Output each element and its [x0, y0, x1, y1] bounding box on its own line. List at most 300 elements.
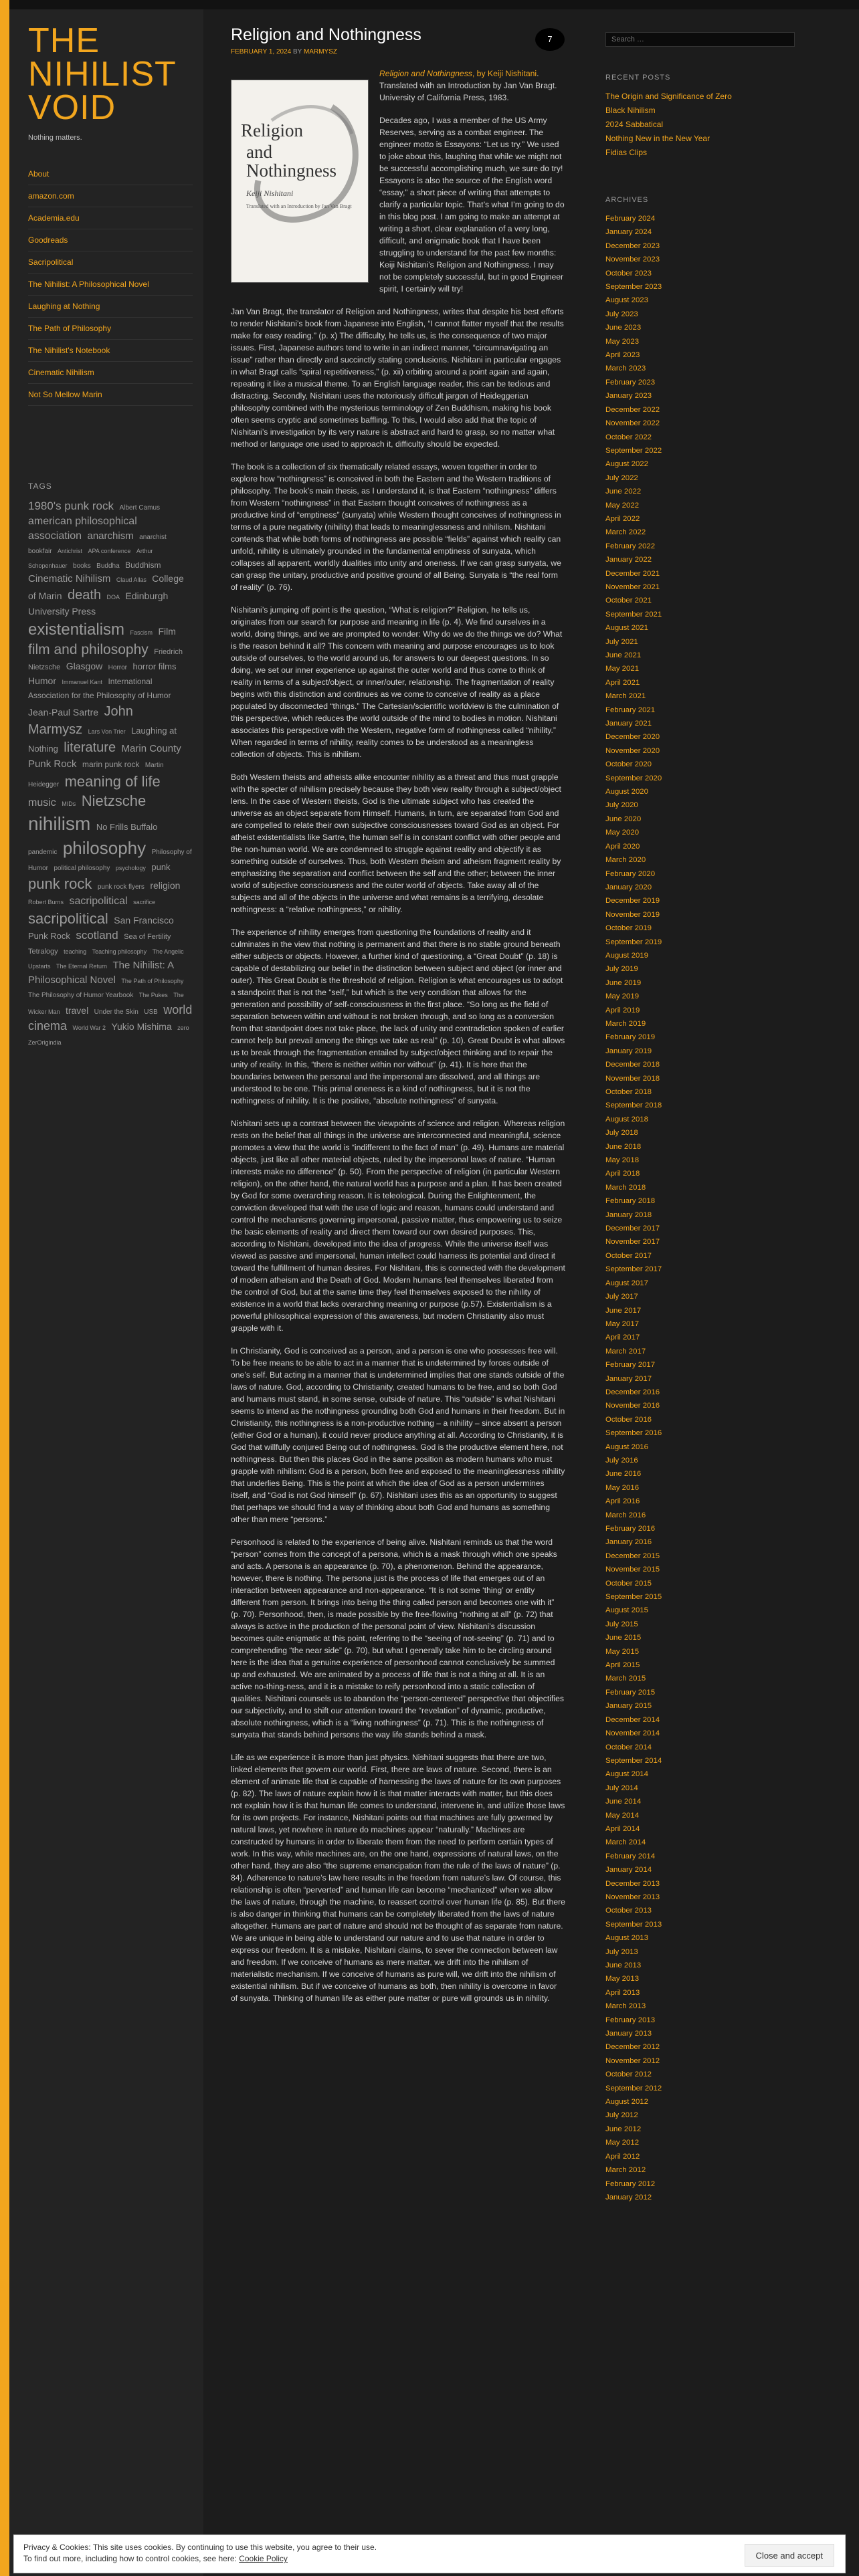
tag-link[interactable]: The Nihilist: A Philosophical Novel	[28, 959, 174, 986]
archive-link[interactable]: January 2021	[605, 720, 652, 728]
archive-link[interactable]: December 2018	[605, 1061, 660, 1069]
archive-item	[605, 1918, 796, 1931]
post-content	[231, 68, 565, 2004]
archive-link[interactable]: January 2015	[605, 1702, 652, 1711]
tag-link[interactable]: Punk Rock	[28, 758, 77, 770]
archive-link[interactable]: May 2013	[605, 1975, 640, 1983]
archive-item	[605, 1481, 796, 1495]
archive-link[interactable]: October 2018	[605, 1088, 652, 1096]
archive-link[interactable]: February 2024	[605, 215, 656, 223]
archive-link[interactable]: March 2022	[605, 528, 646, 537]
archive-link[interactable]: October 2016	[605, 1415, 652, 1424]
menu-item	[28, 384, 193, 406]
archive-item	[605, 362, 796, 375]
tag-link[interactable]: International Association for the Philosophy of Humor	[28, 676, 171, 701]
archive-link[interactable]: May 2016	[605, 1483, 640, 1492]
archive-link[interactable]: February 2018	[605, 1197, 656, 1206]
archive-link[interactable]: August 2013	[605, 1934, 648, 1943]
archive-link[interactable]: July 2017	[605, 1293, 638, 1301]
archive-link[interactable]: February 2012	[605, 2179, 656, 2188]
menu-item	[28, 296, 193, 318]
archive-link[interactable]: April 2013	[605, 1988, 640, 1997]
archive-link[interactable]: March 2019	[605, 1019, 646, 1028]
recent-post-link[interactable]: The Origin and Significance of Zero	[605, 92, 732, 101]
archive-link[interactable]: December 2019	[605, 897, 660, 905]
archive-link[interactable]: November 2018	[605, 1074, 660, 1083]
archive-link[interactable]: July 2015	[605, 1620, 638, 1628]
search-input[interactable]	[605, 32, 795, 47]
tag-link[interactable]: Robert Burns	[28, 899, 64, 906]
archive-item	[605, 457, 796, 471]
archive-link[interactable]: May 2021	[605, 665, 640, 673]
tag-link[interactable]: Punk Rock	[28, 931, 70, 942]
tag-link[interactable]: psychology	[115, 864, 146, 871]
archive-link[interactable]: October 2020	[605, 760, 652, 769]
site-title[interactable]: THE NIHILIST VOID	[28, 21, 176, 127]
archive-link[interactable]: April 2023	[605, 351, 640, 360]
archive-item	[605, 2014, 796, 2027]
archive-link[interactable]: May 2022	[605, 501, 640, 510]
archive-link[interactable]: March 2018	[605, 1183, 646, 1192]
archive-item	[605, 1317, 796, 1331]
tag-link[interactable]: death	[68, 587, 102, 603]
tag-link[interactable]: music	[28, 797, 56, 809]
archive-link[interactable]: June 2018	[605, 1142, 642, 1151]
archive-link[interactable]: March 2012	[605, 2166, 646, 2175]
archive-link[interactable]: October 2013	[605, 1907, 652, 1915]
tag-link[interactable]: Glasgow	[66, 661, 103, 672]
archive-link[interactable]: April 2021	[605, 678, 640, 687]
archive-link[interactable]: September 2023	[605, 283, 662, 292]
archive-link[interactable]: January 2020	[605, 883, 652, 891]
menu-item	[28, 340, 193, 362]
book-title-link[interactable]: Religion and Nothingness	[379, 69, 472, 78]
archive-link[interactable]: February 2017	[605, 1361, 656, 1370]
tag-link[interactable]: philosophy	[62, 837, 147, 858]
tag-link[interactable]: meaning of life	[64, 772, 161, 790]
archive-link[interactable]: May 2019	[605, 992, 640, 1001]
archive-link[interactable]: November 2016	[605, 1402, 660, 1410]
tag-link[interactable]: ZerOrigindia	[28, 1039, 62, 1046]
tag-link[interactable]: Friedrich Nietzsche	[28, 647, 183, 672]
menu-link[interactable]: The Path of Philosophy	[28, 324, 112, 333]
archive-link[interactable]: September 2021	[605, 610, 662, 619]
archive-link[interactable]: November 2012	[605, 2056, 660, 2065]
archive-link[interactable]: September 2015	[605, 1593, 662, 1602]
archive-link[interactable]: December 2014	[605, 1715, 660, 1724]
archive-link[interactable]: October 2019	[605, 924, 652, 933]
archive-link[interactable]: July 2014	[605, 1784, 638, 1792]
archive-link[interactable]: February 2021	[605, 706, 656, 714]
post-title[interactable]: Religion and Nothingness	[231, 25, 421, 44]
menu-link[interactable]: Not So Mellow Marin	[28, 390, 102, 399]
tag-link[interactable]: Antichrist	[58, 548, 83, 555]
menu-link[interactable]: Goodreads	[28, 235, 68, 245]
archive-link[interactable]: May 2023	[605, 337, 640, 346]
archive-link[interactable]: January 2012	[605, 2193, 652, 2202]
post-paragraph: Both Western theists and atheists alike encounter nihility as a threat and thus must grapple with the specter of nihilism precisely because they both view reality through a subject/object lens. In the case of Western theists, God is the ultimate subject who has created the universe as an object separate from Himself. Humans, in turn, are separated from God and are compelled to relate their own subjective consciousnesses toward God as an object. For atheist existentialists like Sartre, the human self is in constant conflict with other people and the non-human world. We are condemned to struggle against reality and objectify it as something outside of ourselves. Thus, both Western theism and atheism fragment reality by emphasizing the separation and conflict between the self and the other; between the inner world of subjective consciousness and the outer world of objects. Take away all of the subjects and all of the objects in the universe and what remains is a terrifying, desolate nothingness: a “relative nothingness,” or nihility.	[231, 772, 561, 914]
archive-link[interactable]: January 2013	[605, 2030, 652, 2038]
archive-item	[605, 403, 796, 417]
archive-link[interactable]: September 2018	[605, 1101, 662, 1110]
archive-item	[605, 540, 796, 553]
tag-link[interactable]: Philosophy of Humor	[28, 848, 192, 872]
tag-link[interactable]: Buddhism	[125, 560, 161, 570]
tag-link[interactable]: Under the Skin	[94, 1008, 138, 1016]
tag-link[interactable]: punk	[151, 861, 171, 872]
archive-link[interactable]: February 2020	[605, 869, 656, 878]
tag-link[interactable]: Yukio Mishima	[111, 1021, 172, 1033]
tag-link[interactable]: pandemic	[28, 848, 58, 856]
tag-link[interactable]: books	[73, 562, 91, 570]
archive-link[interactable]: May 2015	[605, 1647, 640, 1656]
archive-link[interactable]: August 2022	[605, 460, 648, 469]
archive-link[interactable]: November 2013	[605, 1893, 660, 1901]
archive-link[interactable]: September 2017	[605, 1265, 662, 1274]
tag-link[interactable]: sacripolitical	[28, 909, 108, 927]
tag-link[interactable]: The Pukes	[138, 992, 168, 999]
tag-link[interactable]: Claud Allas	[116, 576, 147, 584]
tag-link[interactable]: The Philosophy of Humor Yearbook	[28, 992, 134, 1000]
tag-link[interactable]: Lars Von Trier	[88, 728, 126, 736]
archive-link[interactable]: February 2016	[605, 1525, 656, 1533]
tag-link[interactable]: Arthur Schopenhauer	[28, 548, 153, 569]
tag-link[interactable]: Fascism	[130, 629, 153, 636]
tags-heading: TAGS	[28, 481, 52, 491]
tag-link[interactable]: film and philosophy	[28, 641, 149, 657]
archive-link[interactable]: July 2021	[605, 637, 638, 646]
archive-item	[605, 1972, 796, 1985]
archive-item	[605, 2095, 796, 2109]
tag-link[interactable]: Laughing at Nothing	[28, 726, 177, 754]
tag-link[interactable]: literature	[64, 740, 116, 756]
archive-item	[605, 758, 796, 771]
tag-link[interactable]: DOA	[106, 593, 120, 601]
tag-link[interactable]: zero	[177, 1025, 189, 1032]
tag-link[interactable]: punk rock	[28, 875, 92, 893]
archive-link[interactable]: July 2018	[605, 1129, 638, 1138]
archive-link[interactable]: December 2015	[605, 1551, 660, 1560]
archive-link[interactable]: April 2019	[605, 1006, 640, 1014]
archive-link[interactable]: August 2012	[605, 2098, 648, 2107]
archive-link[interactable]: November 2023	[605, 255, 660, 264]
book-cover-title-3: Nothingness	[246, 160, 337, 181]
tag-link[interactable]: existentialism	[28, 620, 125, 639]
archive-link[interactable]: August 2016	[605, 1442, 648, 1451]
archive-link[interactable]: April 2015	[605, 1661, 640, 1670]
tag-link[interactable]: Horror	[108, 664, 128, 672]
archive-link[interactable]: September 2020	[605, 774, 662, 782]
archive-link[interactable]: November 2017	[605, 1238, 660, 1247]
archive-link[interactable]: August 2023	[605, 296, 648, 305]
archive-link[interactable]: October 2017	[605, 1251, 652, 1260]
archive-item	[605, 1440, 796, 1454]
tag-link[interactable]: travel	[65, 1004, 89, 1016]
tag-link[interactable]: american philosophical association	[28, 515, 137, 542]
tag-link[interactable]: punk rock flyers	[97, 883, 145, 891]
archive-link[interactable]: October 2021	[605, 597, 652, 605]
post-paragraph: Nishitani’s jumping off point is the question, “What is religion?” Religion, he tells us, originates from our search for purpose and meaning in life (p. 4). We find ourselves in a world, doing things, and we are prompted to wonder: Why do we do the things we do? What is the reason behind it all? This concern with meaning and purpose encourages us to look outside of ourselves, to the world around us, for answers to our deepest questions. In so doing, we set our inner experience up against the outer world and thus come to think of reality in terms of a subject/object, or inner/outer, relationship. The fragmentation of reality begins with this distinction and continues as we come to conceive of reality as a place populated by disconnected “things.” The Cartesian/scientific worldview is the culmination of this perspective, which reduces the world outside of the mind to bodies in motion. Nishitani associates this perspective with the Western, negative form of nothingness called “nihility.” When regarded in terms of nihility, reality comes to be understood as a meaningless collection of objects. This is nihilism.	[231, 605, 563, 759]
archive-item	[605, 1085, 796, 1099]
tag-link[interactable]: Sea of Fertility Tetralogy	[28, 933, 171, 956]
tag-link[interactable]: Jean-Paul Sartre	[28, 707, 99, 718]
archive-link[interactable]: February 2015	[605, 1688, 656, 1697]
archive-link[interactable]: November 2020	[605, 746, 660, 755]
menu-link[interactable]: amazon.com	[28, 191, 74, 201]
tag-link[interactable]: anarchism	[87, 530, 134, 542]
archive-link[interactable]: June 2017	[605, 1306, 642, 1315]
tag-link[interactable]: 1980's punk rock	[28, 500, 114, 512]
archive-link[interactable]: June 2016	[605, 1470, 642, 1479]
archive-link[interactable]: June 2014	[605, 1798, 642, 1806]
archive-link[interactable]: December 2012	[605, 2043, 660, 2052]
archive-link[interactable]: August 2014	[605, 1770, 648, 1779]
tag-link[interactable]: San Francisco	[114, 914, 174, 926]
archive-item	[605, 348, 796, 362]
archive-link[interactable]: March 2014	[605, 1838, 646, 1847]
book-cover-title-1: Religion	[241, 120, 303, 140]
archive-link[interactable]: March 2015	[605, 1675, 646, 1683]
tag-link[interactable]: Teaching philosophy	[92, 948, 147, 956]
tag-link[interactable]: Albert Camus	[119, 504, 161, 512]
book-author-link[interactable]: , by Keiji Nishitani	[472, 69, 537, 78]
archive-item	[605, 853, 796, 867]
archive-link[interactable]: February 2013	[605, 2016, 656, 2024]
archive-link[interactable]: April 2014	[605, 1824, 640, 1833]
archive-item	[605, 1017, 796, 1031]
archive-item	[605, 1358, 796, 1372]
archive-link[interactable]: September 2012	[605, 2084, 662, 2092]
archive-link[interactable]: August 2015	[605, 1606, 648, 1615]
archive-link[interactable]: April 2018	[605, 1170, 640, 1178]
recent-post-link[interactable]: Nothing New in the New Year	[605, 134, 710, 143]
tag-link[interactable]: religion	[150, 880, 181, 891]
archive-item	[605, 512, 796, 526]
menu-link[interactable]: Academia.edu	[28, 213, 80, 223]
archive-link[interactable]: January 2024	[605, 228, 652, 237]
archive-link[interactable]: February 2014	[605, 1852, 656, 1860]
archive-item	[605, 2068, 796, 2081]
archive-link[interactable]: June 2021	[605, 651, 642, 659]
tag-link[interactable]: Martin Heidegger	[28, 762, 164, 788]
tag-link[interactable]: MIDs	[62, 800, 76, 808]
tag-link[interactable]: marin punk rock	[82, 760, 140, 770]
tag-link[interactable]: Buddha	[96, 562, 120, 570]
post-meta	[231, 48, 565, 56]
archive-link[interactable]: November 2021	[605, 582, 660, 591]
archive-item	[605, 785, 796, 798]
archive-link[interactable]: May 2020	[605, 829, 640, 837]
tag-link[interactable]: APA conference	[88, 548, 131, 555]
archive-link[interactable]: May 2012	[605, 2139, 640, 2147]
archive-link[interactable]: March 2017	[605, 1347, 646, 1356]
tag-link[interactable]: nihilism	[28, 813, 91, 834]
archive-link[interactable]: August 2019	[605, 951, 648, 960]
tag-link[interactable]: teaching	[64, 948, 87, 956]
archive-link[interactable]: August 2018	[605, 1115, 648, 1123]
tag-link[interactable]: The Eternal Return	[56, 962, 108, 970]
archive-link[interactable]: October 2023	[605, 269, 652, 278]
cookie-policy-link[interactable]: Cookie Policy	[239, 2554, 288, 2563]
tag-link[interactable]: scotland	[76, 929, 118, 942]
archive-item	[605, 717, 796, 730]
tag-link[interactable]: horror films	[132, 661, 177, 672]
archive-link[interactable]: March 2020	[605, 856, 646, 865]
post-author[interactable]: MARMYSZ	[303, 48, 337, 56]
menu-link[interactable]: The Nihilist: A Philosophical Novel	[28, 280, 149, 289]
tag-link[interactable]: Edinburgh University Press	[28, 590, 169, 617]
tag-link[interactable]: world cinema	[28, 1002, 193, 1033]
archive-link[interactable]: June 2015	[605, 1634, 642, 1642]
archive-link[interactable]: April 2020	[605, 842, 640, 851]
archive-link[interactable]: September 2016	[605, 1429, 662, 1438]
menu-link[interactable]: Laughing at Nothing	[28, 302, 100, 311]
archive-link[interactable]: January 2018	[605, 1210, 652, 1219]
archive-link[interactable]: September 2022	[605, 446, 662, 455]
tag-link[interactable]: John Marmysz	[28, 704, 133, 738]
top-bar	[9, 0, 859, 9]
archive-link[interactable]: September 2014	[605, 1756, 662, 1765]
tag-link[interactable]: The Angelic Upstarts	[28, 948, 184, 970]
archive-link[interactable]: October 2012	[605, 2070, 652, 2079]
tag-link[interactable]: sacrifice	[133, 899, 156, 906]
archive-link[interactable]: September 2019	[605, 938, 662, 946]
tag-link[interactable]: The Wicker Man	[28, 992, 184, 1015]
close-and-accept-button[interactable]: Close and accept	[745, 2544, 834, 2567]
tag-link[interactable]: Immanuel Kant	[62, 678, 102, 685]
archive-link[interactable]: January 2022	[605, 556, 652, 564]
archive-link[interactable]: April 2012	[605, 2152, 640, 2161]
tag-link[interactable]: sacripolitical	[69, 895, 128, 907]
tag-link[interactable]: Cinematic Nihilism	[28, 573, 111, 585]
archive-link[interactable]: October 2015	[605, 1579, 652, 1588]
tag-link[interactable]: College of Marin	[28, 573, 184, 601]
recent-post-link[interactable]: Black Nihilism	[605, 106, 656, 115]
post-paragraph: Life as we experience it is more than just physics. Nishitani suggests that there are two, linked elements that govern our world. First, there are laws of nature. Second, there is an element of animate life that is capable of harnessing the laws of nature for its own purposes (p. 82). The laws of nature explain how it is that matter interacts with matter, but this does not explain how it is that human life comes to understand, intervene in, and utilize those laws for its own projects. For instance, Nishitani points out that machines are fully governed by natural laws, yet nowhere in nature do machines appear “naturally.” Machines are constructed by humans in order to liberate them from the need to perform certain types of work. In this way, while machines are, on the one hand, expressions of natural laws, on the other hand, they are also “the supreme emancipation from the rule of the laws of nature” (p. 84). Adherence to nature’s law here results in the freedom from nature’s law. Of course, this relationship is often “perverted” and human life can become “mechanized” when we allow the laws of nature, through the machine, to reassert control over human life (p. 85). But there is also danger in thinking that humans can be completely liberated from the laws of nature altogether. Humans are part of nature and should not be thought of as separate from nature. We are unique in being able to understand our nature and to use that nature in order to express our freedom. It is a mistake, Nishitani claims, to sever the connection between law and freedom. If we conceive of humans as mere matter, we drift into the nihilism of materialistic mechanism. If we conceive of humans as pure will, we drift into the nihilism of existential nihilism. But if we conceive of humans as both, then nihility is overcome in favor of sunyata. Thinking of human life as either pure matter or pure will grounds us in nihility.	[231, 1753, 565, 2003]
archive-link[interactable]: July 2022	[605, 473, 638, 482]
archive-link[interactable]: November 2015	[605, 1566, 660, 1574]
menu-item	[28, 185, 193, 207]
archive-link[interactable]: October 2014	[605, 1743, 652, 1751]
accent-edge	[0, 0, 9, 2576]
post-paragraph: Nishitani sets up a contrast between the viewpoints of science and religion. Whereas religion rests on the belief that all things in the universe are interconnected and meaningful, science promotes a view that the world is “indifferent to the fact of man” (p. 49). Humans are material objects, just like all other material objects, ruled by the impersonal laws of nature. “Human interests make no difference” (p. 50). From the perspective of religion (in particular Western religion), on the other hand, the natural world has a purpose and a plan. It has been created by God for some overarching reason. It is teleological. During the Enlightenment, the conviction developed that with the use of logic and reason, humans could understand and control the mechanisms governing impersonal, passive matter, thus empowering us to seize the basic elements of reality and direct them toward our own desired purposes. This, according to Nishitani, developed into the idea of progress. While the universe itself was viewed as passive and impersonal, human intellect could harness its potential and direct it toward the fulfillment of human desires. For Nishitani, this is connected with the development of modern atheism and the Death of God. Modern humans feel themselves liberated from the control of God, but at the same time they feel themselves exposed to the nihility of existence in a world that lacks overarching meaning or purpose (p.57). Existentialism is a powerful philosophical expression of this awareness, but modern Christianity also must grapple with it.	[231, 1119, 565, 1333]
archive-link[interactable]: December 2013	[605, 1879, 660, 1888]
archive-link[interactable]: May 2014	[605, 1811, 640, 1820]
archive-link[interactable]: February 2019	[605, 1033, 656, 1042]
archive-link[interactable]: April 2016	[605, 1497, 640, 1506]
archive-item	[605, 1345, 796, 1358]
archive-link[interactable]: January 2014	[605, 1866, 652, 1874]
archive-item	[605, 239, 796, 253]
recent-posts-list	[605, 90, 796, 160]
archive-link[interactable]: April 2017	[605, 1333, 640, 1342]
archive-link[interactable]: June 2013	[605, 1961, 642, 1969]
tag-link[interactable]: Humor	[28, 675, 57, 686]
archive-link[interactable]: December 2023	[605, 241, 660, 250]
menu-link[interactable]: About	[28, 169, 50, 179]
archive-link[interactable]: July 2013	[605, 1947, 638, 1956]
tag-link[interactable]: political philosophy	[54, 864, 110, 872]
archive-link[interactable]: July 2023	[605, 310, 638, 318]
archive-link[interactable]: July 2012	[605, 2111, 638, 2120]
tag-link[interactable]: anarchist	[139, 533, 167, 541]
archive-item	[605, 1741, 796, 1754]
post-date[interactable]: FEBRUARY 1, 2024	[231, 48, 292, 56]
archive-link[interactable]: November 2022	[605, 419, 660, 428]
archive-item	[605, 1631, 796, 1644]
tag-link[interactable]: World War 2	[72, 1025, 106, 1032]
archive-link[interactable]: November 2019	[605, 910, 660, 919]
archive-link[interactable]: March 2013	[605, 2002, 646, 2011]
archive-link[interactable]: May 2017	[605, 1319, 640, 1328]
archive-item	[605, 1072, 796, 1085]
archive-link[interactable]: August 2020	[605, 788, 648, 796]
archive-link[interactable]: December 2017	[605, 1224, 660, 1233]
tag-link[interactable]: No Frills Buffalo	[96, 821, 158, 832]
archive-link[interactable]: September 2013	[605, 1920, 662, 1929]
archive-link[interactable]: June 2012	[605, 2125, 642, 2133]
archive-link[interactable]: January 2016	[605, 1538, 652, 1547]
archive-link[interactable]: October 2022	[605, 433, 652, 441]
book-cover-title-2	[246, 142, 272, 162]
menu-link[interactable]: Cinematic Nihilism	[28, 368, 94, 377]
archive-link[interactable]: December 2020	[605, 733, 660, 742]
archive-item	[605, 1535, 796, 1549]
tag-link[interactable]: Marin County	[121, 743, 181, 755]
recent-post-link[interactable]: Fidias Clips	[605, 148, 648, 157]
archive-link[interactable]: April 2022	[605, 514, 640, 523]
archive-link[interactable]: March 2016	[605, 1511, 646, 1519]
archive-link[interactable]: January 2017	[605, 1374, 652, 1383]
archive-link[interactable]: July 2016	[605, 1456, 638, 1465]
archive-link[interactable]: July 2019	[605, 965, 638, 974]
archive-link[interactable]: June 2019	[605, 978, 642, 987]
archive-link[interactable]: December 2016	[605, 1388, 660, 1396]
menu-link[interactable]: Sacripolitical	[28, 257, 74, 267]
archive-link[interactable]: December 2022	[605, 405, 660, 414]
archive-item	[605, 1904, 796, 1917]
archive-link[interactable]: July 2020	[605, 801, 638, 810]
archive-link[interactable]: November 2014	[605, 1729, 660, 1738]
tag-link[interactable]: Film	[158, 625, 176, 637]
archive-link[interactable]: May 2018	[605, 1156, 640, 1165]
archive-link[interactable]: January 2023	[605, 392, 652, 401]
archive-link[interactable]: December 2021	[605, 569, 660, 578]
archive-item	[605, 772, 796, 785]
archive-link[interactable]: January 2019	[605, 1047, 652, 1055]
archive-link[interactable]: June 2020	[605, 815, 642, 823]
archive-link[interactable]: March 2021	[605, 692, 646, 701]
tag-link[interactable]: bookfair	[28, 548, 52, 556]
archive-link[interactable]: March 2023	[605, 364, 646, 373]
post	[231, 24, 565, 2015]
archive-item	[605, 1590, 796, 1604]
archive-link[interactable]: June 2023	[605, 324, 642, 332]
menu-link[interactable]: The Nihilist's Notebook	[28, 346, 110, 355]
cookie-text-1: Privacy & Cookies: This site uses cookies. By continuing to use this website, you agree to their use.	[23, 2543, 377, 2552]
recent-post-link[interactable]: 2024 Sabbatical	[605, 120, 664, 129]
archive-link[interactable]: June 2022	[605, 488, 642, 496]
intro-paragraph: Decades ago, I was a member of the US Army Reserves, serving as a combat engineer. The engineer motto is Essayons: “Let us try.” We used to joke about this, laughing that while we might not be successful accomplishing much, we sure do try! Essayons is also the source of the English word “essay,” a short piece of writing that attempts to clarify a particular topic. That’s what I’m going to do in this blog post. I am going to make an attempt at writing a short, clear explanation of a very long, difficult, and enigmatic book that I have been struggling to understand for the past few months: Keiji Nishitani’s Religion and Nothingness. I may not be completely successful, but in good Engineer spirit, I certainly will try!	[379, 116, 565, 294]
archive-link[interactable]: February 2023	[605, 378, 656, 387]
archive-link[interactable]: August 2017	[605, 1279, 648, 1287]
tag-link[interactable]: The Path of Philosophy	[121, 977, 184, 984]
archive-link[interactable]: August 2021	[605, 624, 648, 633]
comment-count-bubble[interactable]: 7	[535, 28, 565, 51]
tag-link[interactable]: Nietzsche	[81, 792, 147, 810]
tag-link[interactable]: USB	[144, 1008, 158, 1016]
archive-link[interactable]: February 2022	[605, 542, 656, 550]
